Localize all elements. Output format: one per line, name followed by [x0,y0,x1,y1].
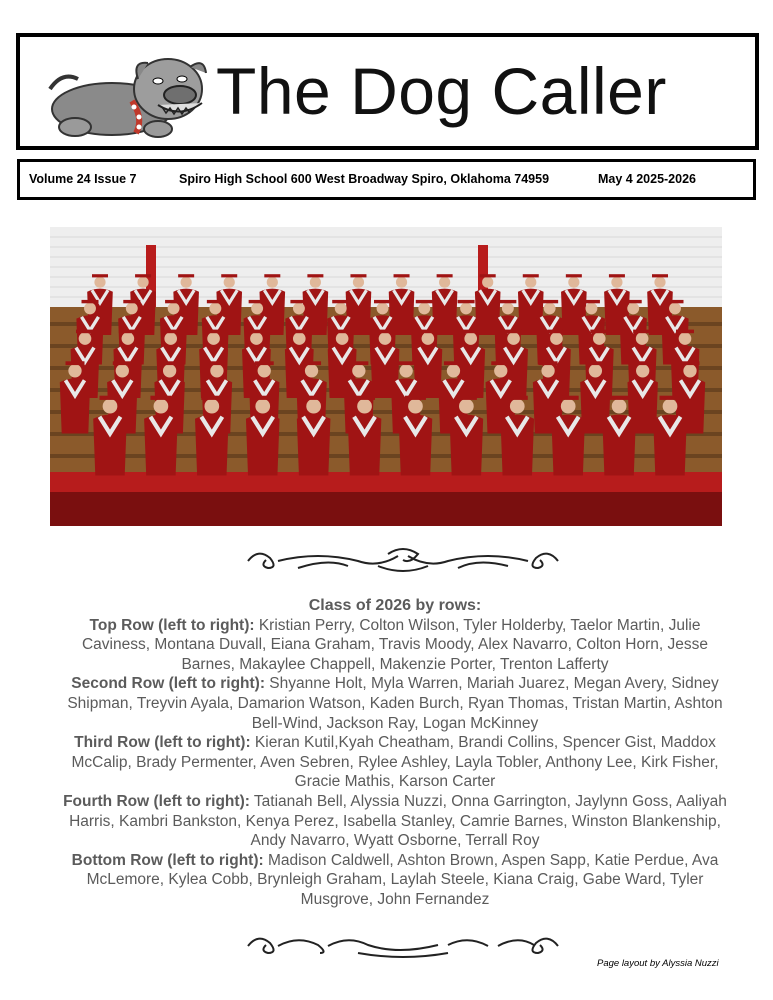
row-label: Second Row (left to right): [71,675,265,693]
row-names: Tatianah Bell, Alyssia Nuzzi, Onna Garrington, Jaylynn Goss, Aaliyah Harris, Kambri Bankston, Kenya Perez, Isabella Stanley, Camrie Barnes, Winston Blankenship, Andy Navarro, Wyatt Osborne, Terrall Roy [69,792,727,850]
roster-row-second [60,674,730,733]
roster-row-bottom [60,851,730,910]
newsletter-title: The Dog Caller [216,54,667,128]
class-roster [60,596,730,910]
row-label: Bottom Row (left to right): [71,851,264,869]
roster-row-top [60,616,730,675]
row-names: Shyanne Holt, Myla Warren, Mariah Juarez, Megan Avery, Sidney Shipman, Treyvin Ayala, Damarion Watson, Kaden Burch, Ryan Thomas, Tristan Martin, Ashton Bell-Wind, Jackson Ray, Logan McKinney [67,675,723,732]
row-label: Top Row (left to right): [89,616,255,634]
row-names: Kristian Perry, Colton Wilson, Tyler Holderby, Taelor Martin, Julie Caviness, Montana Duvall, Eiana Graham, Travis Moody, Alex Navarro, Colton Horn, Jesse Barnes, Makaylee Chappell, Makenzie Porter, Trenton Lafferty [81,616,708,673]
class-photo-image [50,227,722,526]
roster-heading: Class of 2026 by rows: [308,597,482,614]
roster-row-fourth [60,792,730,851]
issue-info-bar [17,159,756,200]
divider-ornament-icon [238,546,568,576]
bulldog-mascot-icon [40,49,212,141]
row-label: Fourth Row (left to right): [63,792,250,810]
row-names: Kieran Kutil,Kyah Cheatham, Brandi Collins, Spencer Gist, Maddox McCalip, Brady Permenter, Aven Sebren, Rylee Ashley, Layla Tobler, Anthony Lee, Kirk Fisher, Gracie Mathis, Karson Carter [71,734,719,791]
page-layout-credit: Page layout by Alyssia Nuzzi [597,958,719,969]
row-names: Madison Caldwell, Ashton Brown, Aspen Sapp, Katie Perdue, Ava McLemore, Kylea Cobb, Brynleigh Graham, Laylah Steele, Kiana Craig, Gabe Ward, Tyler Musgrove, John Fernandez [86,851,719,908]
issue-date: May 4 2025-2026 [598,172,696,186]
roster-row-third [60,733,730,792]
school-address: Spiro High School 600 West Broadway Spiro, Oklahoma 74959 [179,172,550,186]
volume-issue: Volume 24 Issue 7 [29,172,137,186]
divider-ornament-icon [238,931,568,961]
masthead [16,33,759,150]
row-label: Third Row (left to right): [74,734,251,752]
